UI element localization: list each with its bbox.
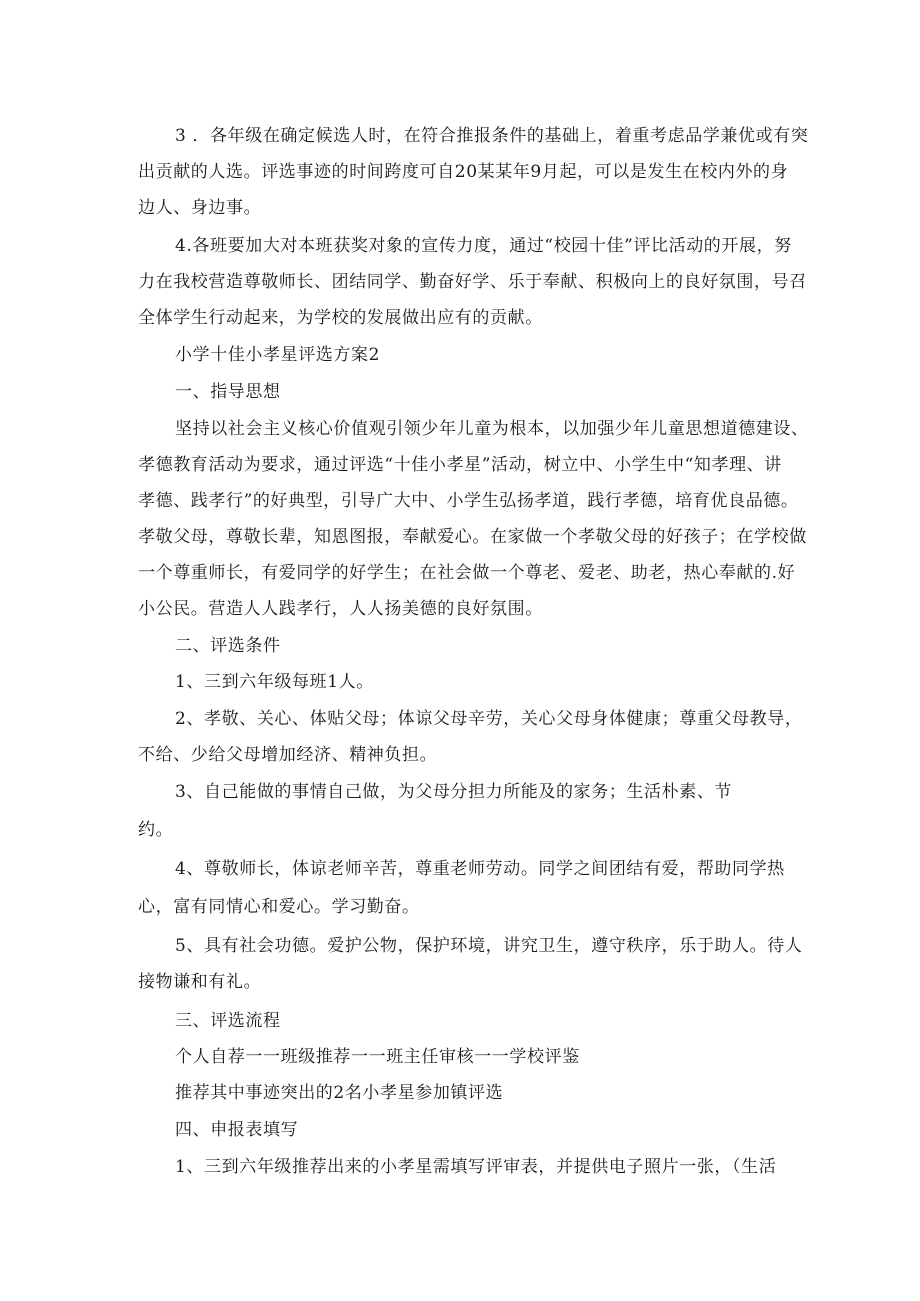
guiding-line-6: 小公民。营造人人践孝行，人人扬美德的良好氛围。 bbox=[138, 599, 543, 619]
process-recommendation: 推荐其中事迹突出的2名小孝星参加镇评选 bbox=[175, 1083, 504, 1103]
heading-guiding-thought: 一、指导思想 bbox=[175, 382, 281, 402]
criteria-3-line-1: 3、自己能做的事情自己做，为父母分担力所能及的家务；生活朴素、节 bbox=[175, 782, 733, 802]
paragraph-3-line-2: 出贡献的人选。评选事迹的时间跨度可自20某某年9月起，可以是发生在校内外的身 bbox=[138, 162, 789, 182]
paragraph-3-line-1: 3 ．各年级在确定候选人时，在符合推报条件的基础上，着重考虑品学兼优或有突 bbox=[175, 126, 809, 146]
criteria-3-line-2: 约。 bbox=[138, 820, 174, 840]
guiding-line-2: 孝德教育活动为要求，通过评选“十佳小孝星”活动，树立中、小学生中“知孝理、讲 bbox=[138, 455, 782, 475]
heading-selection-process: 三、评选流程 bbox=[175, 1011, 281, 1031]
process-steps: 个人自荐一一班级推荐一一班主任审核一一学校评鉴 bbox=[175, 1047, 580, 1067]
guiding-line-1: 坚持以社会主义核心价值观引领少年儿童为根本，以加强少年儿童思想道德建设、 bbox=[175, 419, 809, 439]
criteria-2-line-1: 2、孝敬、关心、体贴父母；体谅父母辛劳，关心父母身体健康；尊重父母教导， bbox=[175, 709, 803, 729]
heading-selection-criteria: 二、评选条件 bbox=[175, 636, 281, 656]
paragraph-3-line-3: 边人、身边事。 bbox=[138, 198, 262, 218]
section-title: 小学十佳小孝星评选方案2 bbox=[175, 345, 381, 365]
criteria-2-line-2: 不给、少给父母增加经济、精神负担。 bbox=[138, 745, 438, 765]
criteria-4-line-2: 心，富有同情心和爱心。学习勤奋。 bbox=[138, 897, 420, 917]
heading-application-form: 四、申报表填写 bbox=[175, 1120, 299, 1140]
paragraph-4-line-3: 全体学生行动起来，为学校的发展做出应有的贡献。 bbox=[138, 308, 543, 328]
guiding-line-4: 孝敬父母，尊敬长辈，知恩图报，奉献爱心。在家做一个孝敬父母的好孩子；在学校做 bbox=[138, 527, 807, 547]
guiding-line-5: 一个尊重师长，有爱同学的好学生；在社会做一个尊老、爱老、助老，热心奉献的.好 bbox=[138, 563, 796, 583]
criteria-1: 1、三到六年级每班1人。 bbox=[175, 672, 374, 692]
criteria-5-line-1: 5、具有社会功德。爱护公物，保护环境，讲究卫生，遵守秩序，乐于助人。待人 bbox=[175, 936, 803, 956]
paragraph-4-line-1: 4.各班要加大对本班获奖对象的宣传力度，通过“校园十佳”评比活动的开展，努 bbox=[175, 236, 792, 256]
paragraph-4-line-2: 力在我校营造尊敬师长、团结同学、勤奋好学、乐于奉献、积极向上的良好氛围，号召 bbox=[138, 272, 807, 292]
application-line-1: 1、三到六年级推荐出来的小孝星需填写评审表，并提供电子照片一张，（生活 bbox=[175, 1157, 777, 1177]
guiding-line-3: 孝德、践孝行”的好典型，引导广大中、小学生弘扬孝道，践行孝德，培育优良品德。 bbox=[138, 491, 799, 511]
criteria-5-line-2: 接物谦和有礼。 bbox=[138, 972, 262, 992]
criteria-4-line-1: 4、尊敬师长，体谅老师辛苦，尊重老师劳动。同学之间团结有爱，帮助同学热 bbox=[175, 859, 785, 879]
